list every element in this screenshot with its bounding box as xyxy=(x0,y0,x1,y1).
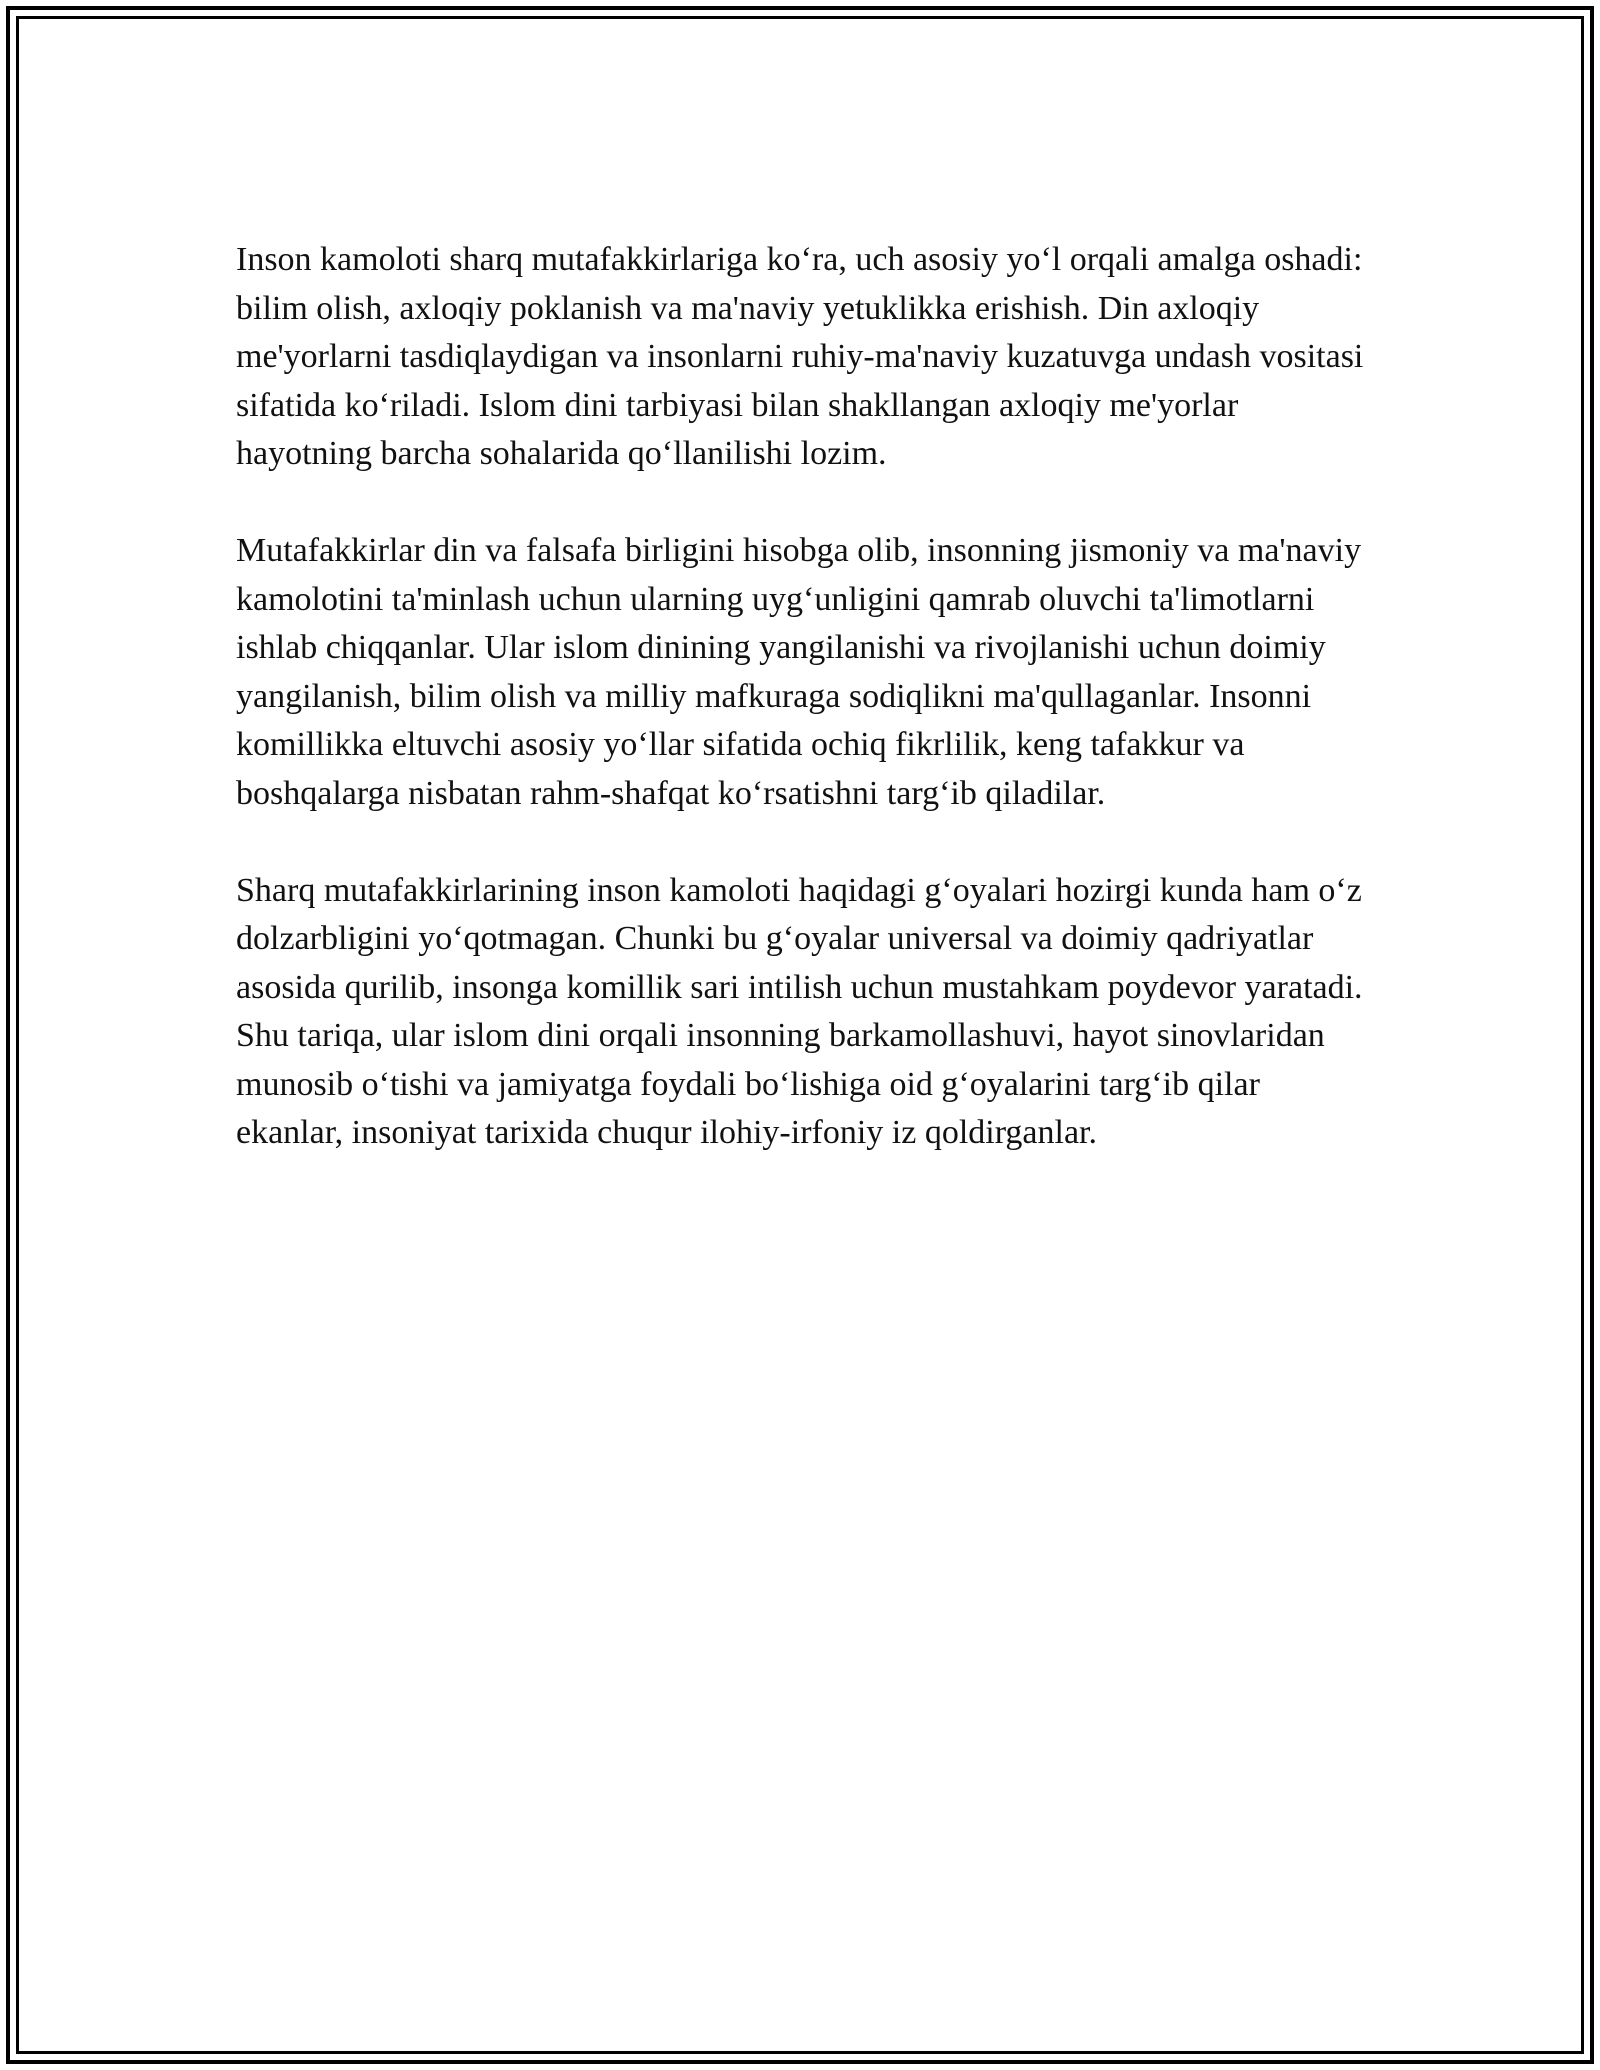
paragraph-2: Mutafakkirlar din va falsafa birligini hisobga olib, insonning jismoniy va ma'naviy kamolotini ta'minlash uchun ularning uyg‘unligini qamrab oluvchi ta'limotlarni ishlab chiqqanlar. Ular islom dinining yangilanishi va rivojlanishi uchun doimiy yangilanish, bilim olish va milliy mafkuraga sodiqlikni ma'qullaganlar. Insonni komillikka eltuvchi asosiy yo‘llar sifatida ochiq fikrlilik, keng tafakkur va boshqalarga nisbatan rahm-shafqat ko‘rsatishni targ‘ib qiladilar. xyxy=(236,532,1362,812)
paragraph-1: Inson kamoloti sharq mutafakkirlariga ko‘ra, uch asosiy yo‘l orqali amalga oshadi: bilim olish, axloqiy poklanish va ma'naviy yetuklikka erishish. Din axloqiy me'yorlarni tasdiqlaydigan va insonlarni ruhiy-ma'naviy kuzatuvga undash vositasi sifatida ko‘riladi. Islom dini tarbiyasi bilan shakllangan axloqiy me'yorlar hayotning barcha sohalarida qo‘llanilishi lozim. xyxy=(236,241,1364,472)
paragraph-3: Sharq mutafakkirlarining inson kamoloti haqidagi g‘oyalari hozirgi kunda ham o‘z dolzarbligini yo‘qotmagan. Chunki bu g‘oyalar universal va doimiy qadriyatlar asosida qurilib, insonga komillik sari intilish uchun mustahkam poydevor yaratadi. Shu tariqa, ular islom dini orqali insonning barkamollashuvi, hayot sinovlaridan munosib o‘tishi va jamiyatga foydali bo‘lishiga oid g‘oyalarini targ‘ib qilar ekanlar, insoniyat tarixida chuqur ilohiy-irfoniy iz qoldirganlar. xyxy=(236,871,1363,1151)
document-body xyxy=(236,236,1366,1206)
